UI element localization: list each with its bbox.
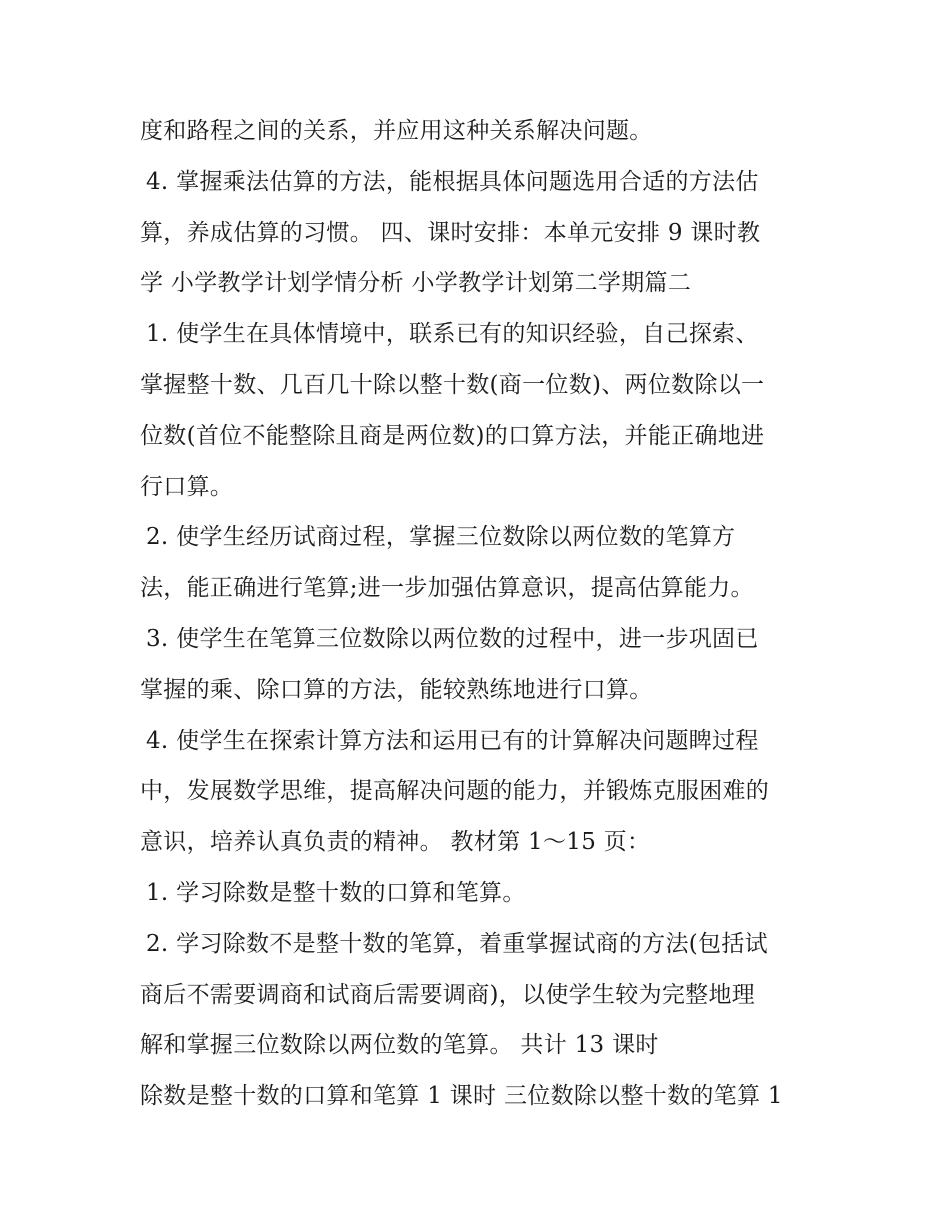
text-line: 解和掌握三位数除以两位数的笔算。 共计 13 课时: [140, 1032, 659, 1059]
text-line: 2. 使学生经历试商过程，掌握三位数除以两位数的笔算方: [146, 524, 736, 551]
text-line: 1. 学习除数是整十数的口算和笔算。: [146, 879, 526, 906]
document-body: [140, 106, 820, 1122]
text-line: 4. 使学生在探索计算方法和运用已有的计算解决问题睥过程: [146, 727, 759, 754]
text-line: 算，养成估算的习惯。 四、课时安排：本单元安排 9 课时教: [140, 219, 761, 246]
text-line: 法，能正确进行笔算;进一步加强估算意识，提高估算能力。: [140, 575, 754, 602]
text-line: 商后不需要调商和试商后需要调商)，以使学生较为完整地理: [140, 981, 756, 1008]
text-line: 4. 掌握乘法估算的方法，能根据具体问题选用合适的方法估: [146, 168, 759, 195]
text-line: 行口算。: [140, 473, 234, 500]
text-line: 1. 使学生在具体情境中，联系已有的知识经验，自己探索、: [146, 321, 759, 348]
text-line: 位数(首位不能整除且商是两位数)的口算方法，并能正确地进: [140, 422, 765, 449]
text-line: 掌握整十数、几百几十除以整十数(商一位数)、两位数除以一: [140, 371, 765, 398]
text-line: 除数是整十数的口算和笔算 1 课时 三位数除以整十数的笔算 1: [140, 1083, 783, 1110]
text-line: 学 小学教学计划学情分析 小学教学计划第二学期篇二: [140, 270, 692, 297]
text-line: 2. 学习除数不是整十数的笔算，着重掌握试商的方法(包括试: [146, 930, 768, 957]
text-line: 意识，培养认真负责的精神。 教材第 1～15 页：: [140, 829, 651, 856]
text-line: 3. 使学生在笔算三位数除以两位数的过程中，进一步巩固已: [146, 625, 759, 652]
text-line: 度和路程之间的关系，并应用这种关系解决问题。: [140, 118, 653, 144]
text-line: 掌握的乘、除口算的方法，能较熟练地进行口算。: [140, 676, 653, 703]
text-line: 中，发展数学思维，提高解决问题的能力，并锻炼克服困难的: [140, 778, 770, 805]
